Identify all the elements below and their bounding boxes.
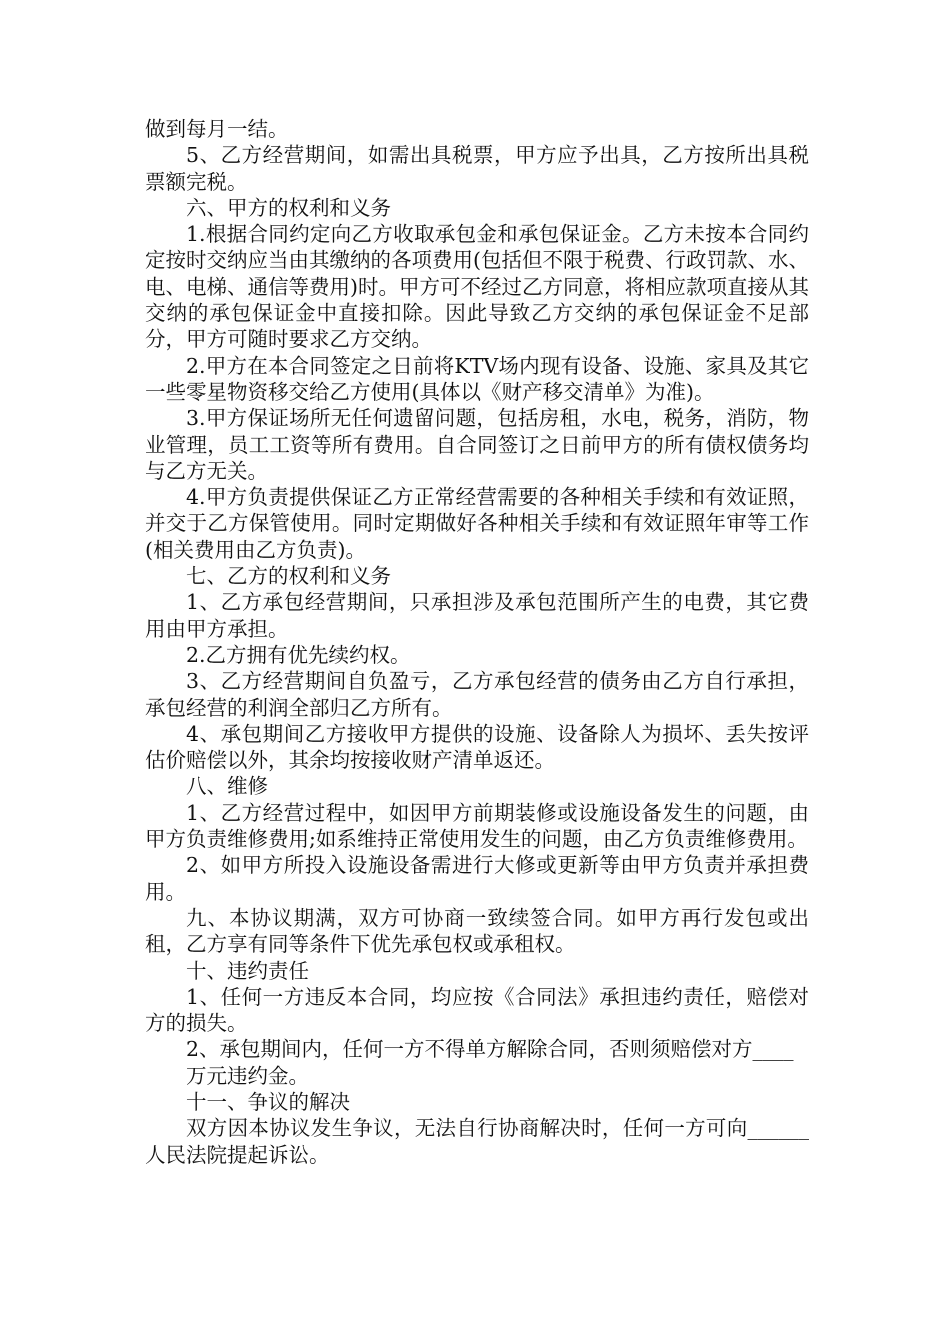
paragraph: 做到每月一结。	[145, 117, 289, 141]
section-heading: 七、乙方的权利和义务	[186, 564, 391, 589]
section-heading: 十、违约责任	[186, 958, 309, 983]
section-heading: 八、维修	[186, 774, 268, 799]
paragraph: 3、乙方经营期间自负盈亏，乙方承包经营的债务由乙方自行承担，承包经营的利润全部归乙方所有。	[145, 669, 809, 720]
paragraph: 双方因本协议发生争议，无法自行协商解决时，任何一方可向______人民法院提起诉讼。	[145, 1116, 809, 1167]
paragraph: 4.甲方负责提供保证乙方正常经营需要的各种相关手续和有效证照，并交于乙方保管使用。同时定期做好各种相关手续和有效证照年审等工作(相关费用由乙方负责)。	[145, 485, 809, 562]
paragraph: 2、如甲方所投入设施设备需进行大修或更新等由甲方负责并承担费用。	[145, 853, 809, 904]
paragraph: 5、乙方经营期间，如需出具税票，甲方应予出具，乙方按所出具税票额完税。	[145, 143, 809, 194]
paragraph: 1、乙方承包经营期间，只承担涉及承包范围所产生的电费，其它费用由甲方承担。	[145, 590, 809, 641]
paragraph: 九、本协议期满，双方可协商一致续签合同。如甲方再行发包或出租，乙方享有同等条件下优先承包权或承租权。	[145, 905, 809, 957]
paragraph: 3.甲方保证场所无任何遗留问题，包括房租，水电，税务，消防，物业管理，员工工资等所有费用。自合同签订之日前甲方的所有债权债务均与乙方无关。	[145, 406, 809, 483]
section-heading: 六、甲方的权利和义务	[186, 195, 391, 220]
paragraph: 4、承包期间乙方接收甲方提供的设施、设备除人为损坏、丢失按评估价赔偿以外，其余均按接收财产清单返还。	[145, 721, 809, 773]
paragraph: 2、承包期间内，任何一方不得单方解除合同，否则须赔偿对方____	[186, 1037, 794, 1062]
paragraph: 1、乙方经营过程中，如因甲方前期装修或设施设备发生的问题，由甲方负责维修费用;如系维持正常使用发生的问题，由乙方负责维修费用。	[145, 800, 809, 852]
section-heading: 十一、争议的解决	[186, 1089, 350, 1114]
document-body	[145, 116, 809, 1168]
paragraph: 2.甲方在本合同签定之日前将KTV场内现有设备、设施、家具及其它一些零星物资移交给乙方使用(具体以《财产移交清单》为准)。	[145, 353, 809, 404]
paragraph: 2.乙方拥有优先续约权。	[186, 642, 411, 667]
paragraph: 万元违约金。	[186, 1063, 309, 1088]
paragraph: 1、任何一方违反本合同，均应按《合同法》承担违约责任，赔偿对方的损失。	[145, 984, 809, 1036]
paragraph: 1.根据合同约定向乙方收取承包金和承包保证金。乙方未按本合同约定按时交纳应当由其缴纳的各项费用(包括但不限于税费、行政罚款、水、电、电梯、通信等费用)时。甲方可不经过乙方同意，将相应款项直接从其交纳的承包保证金中直接扣除。因此导致乙方交纳的承包保证金不足部分，甲方可随时要求乙方交纳。	[145, 222, 809, 352]
